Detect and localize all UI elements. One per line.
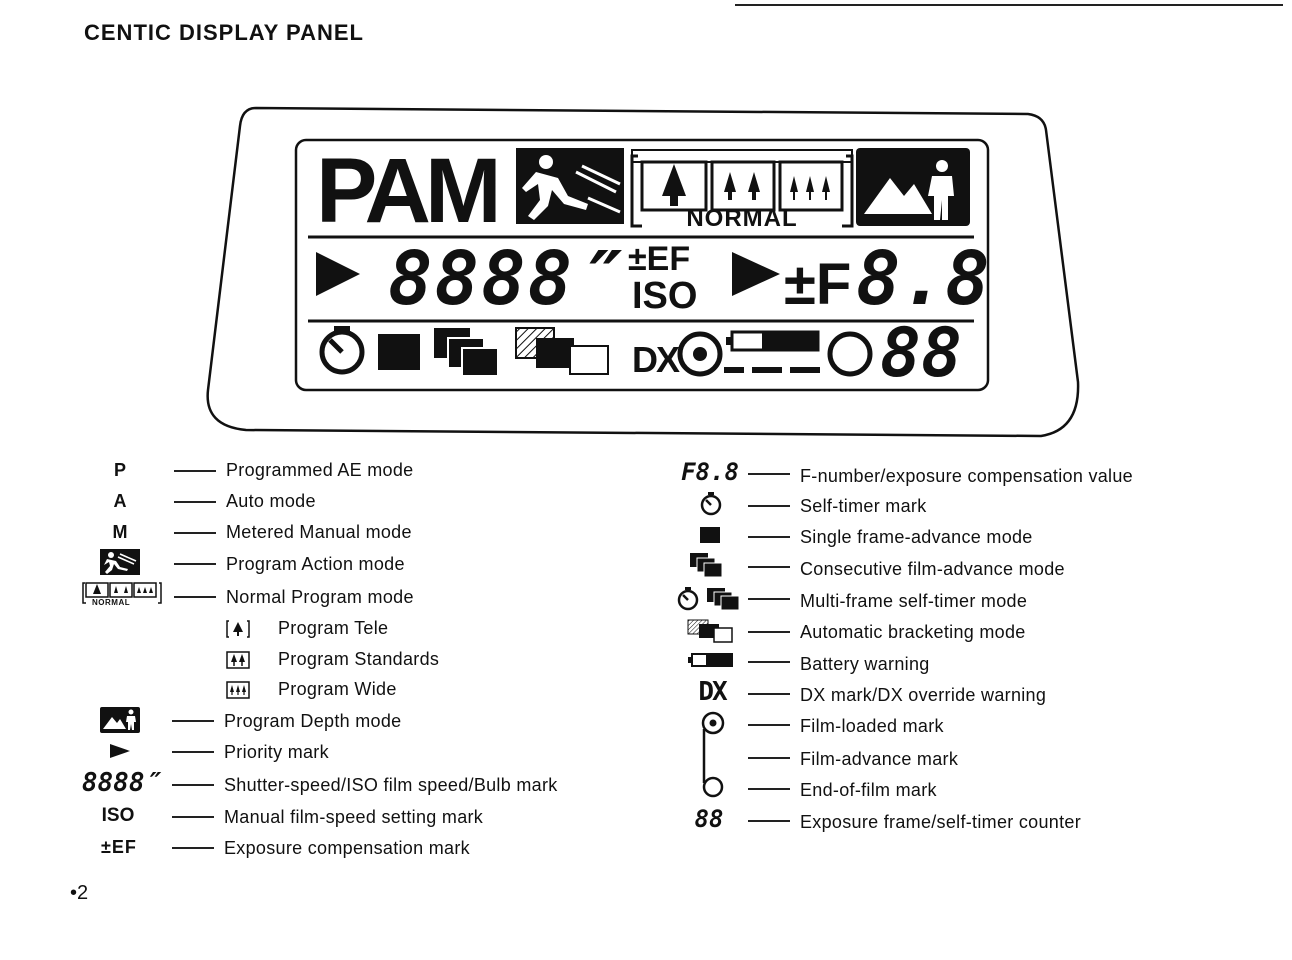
self-timer-icon — [694, 490, 728, 518]
leader-line — [748, 566, 790, 568]
lcd-fnum-digits: 8.8 — [856, 236, 990, 322]
page-bullet: • — [70, 882, 78, 904]
leader-line — [748, 631, 790, 633]
leader-line — [748, 757, 790, 759]
legend-label: Automatic bracketing mode — [800, 622, 1026, 642]
lcd-ef-label: ±EF — [628, 240, 691, 278]
lcd-shutter-digits: 8888″ — [388, 236, 621, 322]
legend-label: Program Standards — [278, 649, 440, 669]
legend-label: Auto mode — [226, 491, 316, 511]
legend-label: End-of-film mark — [800, 780, 937, 800]
leader-line — [172, 751, 214, 753]
leader-line — [174, 596, 216, 598]
program-wide-icon — [226, 680, 250, 700]
legend-label: Exposure compensation mark — [224, 838, 470, 858]
legend-label: Self-timer mark — [800, 496, 927, 516]
legend-label: Consecutive film-advance mode — [800, 559, 1065, 579]
legend-symbol-p: P — [113, 459, 126, 480]
leader-line — [748, 598, 790, 600]
legend-label: Normal Program mode — [226, 587, 414, 607]
lcd-pam-letters: PAM — [316, 140, 496, 242]
legend-label: Single frame-advance mode — [800, 527, 1033, 547]
top-rule — [735, 4, 1283, 6]
legend-label: Priority mark — [224, 742, 329, 762]
legend-symbol-shutter-digits: 8888″ — [81, 768, 161, 798]
leader-line — [174, 501, 216, 503]
leader-line — [174, 532, 216, 534]
legend-symbol-a: A — [113, 490, 127, 511]
film-loaded-icon — [703, 713, 723, 733]
lcd-battery-icon — [726, 332, 818, 350]
legend-label: Shutter-speed/ISO film speed/Bulb mark — [224, 775, 558, 795]
lcd-program-depth-icon — [856, 148, 970, 226]
leader-line — [748, 724, 790, 726]
lcd-auto-bracketing-icon — [516, 328, 608, 374]
lcd-counter-digits: 88 — [880, 314, 962, 393]
page-number-value: 2 — [77, 882, 89, 904]
leader-line — [172, 720, 214, 722]
lcd-program-action-icon — [516, 148, 624, 224]
legend-symbol-fnumber: F8.8 — [681, 458, 739, 486]
legend-symbol-dx: DX — [698, 677, 726, 707]
program-depth-icon — [100, 706, 140, 734]
leader-line — [748, 820, 790, 822]
legend-label: Exposure frame/self-timer counter — [800, 812, 1081, 832]
lcd-priority-mark-left — [316, 252, 360, 296]
page-title: CENTIC DISPLAY PANEL — [84, 20, 364, 45]
legend-label: Manual film-speed setting mark — [224, 807, 484, 827]
end-of-film-icon — [704, 778, 722, 796]
consecutive-frames-icon — [688, 552, 728, 580]
single-frame-icon — [698, 521, 722, 549]
lcd-consecutive-frames-icon — [434, 328, 498, 376]
leader-line — [748, 788, 790, 790]
leader-line — [174, 470, 216, 472]
legend-symbol-m: M — [112, 521, 128, 542]
leader-line — [748, 505, 790, 507]
legend-label: F-number/exposure compensation value — [800, 466, 1133, 486]
leader-line — [172, 816, 214, 818]
legend-label: DX mark/DX override warning — [800, 685, 1047, 705]
battery-icon — [686, 646, 736, 674]
lcd-single-frame-icon — [378, 334, 420, 370]
legend-label: Program Wide — [278, 679, 397, 699]
lcd-panel-illustration — [196, 100, 1092, 446]
film-path-illustration — [698, 709, 728, 801]
leader-line — [748, 693, 790, 695]
lcd-self-timer-icon — [322, 326, 362, 372]
leader-line — [748, 661, 790, 663]
leader-line — [172, 784, 214, 786]
legend-label: Program Depth mode — [224, 711, 402, 731]
legend-label: Film-loaded mark — [800, 716, 944, 736]
program-action-icon — [100, 548, 140, 576]
legend-label: Metered Manual mode — [226, 522, 412, 542]
lcd-end-of-film-icon — [830, 334, 870, 374]
svg-text:NORMAL: NORMAL — [686, 205, 798, 232]
leader-line — [748, 473, 790, 475]
leader-line — [748, 536, 790, 538]
legend-symbol-counter: 88 — [694, 805, 724, 833]
lcd-fnum-prefix: ±F — [784, 252, 852, 317]
page-number — [70, 882, 88, 905]
program-tele-icon — [226, 619, 250, 639]
legend-label: Program Tele — [278, 618, 389, 638]
leader-line — [174, 563, 216, 565]
leader-line — [172, 847, 214, 849]
legend-label: Battery warning — [800, 654, 930, 674]
legend-label: Program Action mode — [226, 554, 405, 574]
lcd-dx-label: DX — [632, 339, 679, 380]
lcd-priority-mark-right — [732, 252, 780, 296]
auto-bracketing-icon — [686, 617, 736, 645]
program-standards-icon — [226, 650, 250, 670]
legend-label: Film-advance mark — [800, 749, 959, 769]
lcd-normal-program-icon — [632, 150, 852, 232]
legend-label: Multi-frame self-timer mode — [800, 591, 1028, 611]
normal-program-icon — [82, 581, 162, 609]
multi-frame-self-timer-icon — [674, 585, 744, 613]
priority-mark-icon — [106, 737, 134, 765]
legend-label: Programmed AE mode — [226, 460, 414, 480]
lcd-film-loaded-icon — [680, 334, 720, 374]
lcd-iso-label: ISO — [632, 275, 698, 317]
legend-symbol-ef: ±EF — [101, 836, 137, 857]
normal-program-icon-label: NORMAL — [92, 598, 131, 607]
legend-symbol-iso: ISO — [101, 805, 135, 826]
